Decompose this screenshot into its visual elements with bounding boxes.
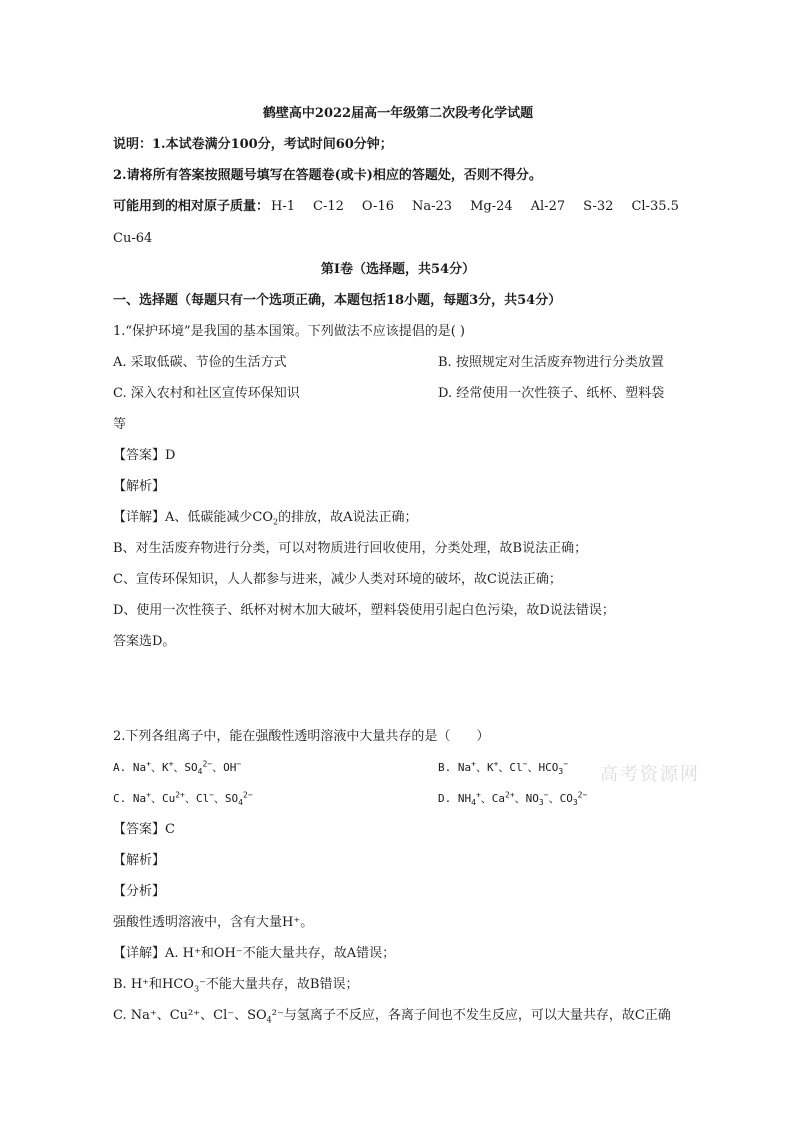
doc-title: 鹤壁高中2022届高一年级第二次段考化学试题 xyxy=(262,106,534,121)
q2-detail-c-text: C. Na⁺、Cu²⁺、Cl⁻、SO xyxy=(113,1008,267,1023)
q1-options-cd xyxy=(113,384,683,404)
q2-detail-c: C. Na⁺、Cu²⁺、Cl⁻、$SO_4^{2-}$与氢离子不反应，各离子间也不发生反应，可以大量共存，故C正确 xyxy=(113,1008,671,1025)
watermark: 高考资源网 xyxy=(600,764,700,785)
q1-option-c: C. 深入农村和社区宣传环保知识 xyxy=(113,386,300,401)
q1-detail-a: 【详解】A、低碳能减少$CO_2$的排放，故A说法正确； xyxy=(113,510,418,527)
atomic-masses-label: 可能用到的相对原子质量： xyxy=(113,199,270,214)
q1-option-d: D. 经常使用一次性筷子、纸杯、塑料袋 xyxy=(438,386,665,401)
q1-detail-c: C、宣传环保知识，人人都参与进来，减少人类对环境的破坏，故C说法正确； xyxy=(113,572,562,587)
q2-detail-a: 【详解】A. H⁺和OH⁻不能大量共存，故A错误； xyxy=(113,946,396,961)
note-2: 2.请将所有答案按照题号填写在答题卷(或卡)相应的答题处，否则不得分。 xyxy=(113,168,542,183)
q1-conclusion: 答案选D。 xyxy=(113,634,176,649)
atom-mass: H-1 xyxy=(271,199,296,214)
q2-fenxi-heading: 【分析】 xyxy=(113,884,166,899)
q2-options-ab xyxy=(113,758,683,778)
q1-detail-a-text: 【详解】A、低碳能减少CO xyxy=(113,510,273,525)
q1-stem: 1.“保护环境”是我国的基本国策。下列做法不应该提倡的是( ) xyxy=(113,324,465,339)
q2-answer: 【答案】C xyxy=(113,822,175,837)
q1-option-d-continued: 等 xyxy=(113,417,127,432)
atom-mass: Na-23 xyxy=(412,199,453,214)
atom-mass: Al-27 xyxy=(530,199,566,214)
q2-option-c: C. Na+、$Cu^{2+}$、Cl−、$SO_4^{2-}$ xyxy=(113,790,253,808)
section-title: 第Ⅰ卷（选择题，共54分） xyxy=(320,262,476,277)
part-1-heading: 一、选择题（每题只有一个选项正确，本题包括18小题，每题3分，共54分） xyxy=(113,293,562,308)
q1-detail-d: D、使用一次性筷子、纸杯对树木加大破坏，塑料袋使用引起白色污染，故D说法错误； xyxy=(113,603,615,618)
atom-mass: Cl-35.5 xyxy=(631,199,679,214)
q2-option-b: B. Na+、K+、Cl−、$HCO_3^-$ xyxy=(438,759,569,777)
q2-detail-c-text-end: ²⁻与氢离子不反应，各离子间也不发生反应，可以大量共存，故C正确 xyxy=(271,1008,671,1023)
q1-answer: 【答案】D xyxy=(113,448,176,463)
q2-stem: 2.下列各组离子中，能在强酸性透明溶液中大量共存的是（ ） xyxy=(113,729,490,744)
note-1: 说明：1.本试卷满分100分，考试时间60分钟； xyxy=(113,137,393,152)
q2-option-d: D. $NH_4^+$、$Ca^{2+}$、$NO_3^-$、$CO_3^{2-}$ xyxy=(438,790,588,808)
q1-detail-a-text-end: 的排放，故A说法正确； xyxy=(278,510,418,525)
q1-detail-b: B、对生活废弃物进行分类，可以对物质进行回收使用，分类处理，故B说法正确； xyxy=(113,541,588,556)
atom-mass: S-32 xyxy=(583,199,614,214)
atomic-masses xyxy=(113,197,683,217)
q2-detail-b-text-end: ⁻不能大量共存，故B错误； xyxy=(199,977,359,992)
q2-option-a: A. Na+、K+、$SO_4^{2-}$、OH− xyxy=(113,759,242,777)
q2-detail-b: B. H⁺和$HCO_3^-$不能大量共存，故B错误； xyxy=(113,977,359,994)
atom-mass: C-12 xyxy=(313,199,344,214)
atom-mass: O-16 xyxy=(361,199,394,214)
q1-option-a: A. 采取低碳、节俭的生活方式 xyxy=(113,355,287,370)
atomic-masses-continued: Cu-64 xyxy=(113,231,153,246)
q2-detail-b-text: B. H⁺和HCO xyxy=(113,977,194,992)
q2-analysis-heading: 【解析】 xyxy=(113,853,166,868)
q1-option-b: B. 按照规定对生活废弃物进行分类放置 xyxy=(438,355,664,370)
q1-analysis-heading: 【解析】 xyxy=(113,479,166,494)
q2-fenxi-text: 强酸性透明溶液中，含有大量H⁺。 xyxy=(113,915,314,930)
q2-options-cd xyxy=(113,789,683,809)
q1-options-ab xyxy=(113,353,683,373)
atom-mass: Mg-24 xyxy=(470,199,513,214)
